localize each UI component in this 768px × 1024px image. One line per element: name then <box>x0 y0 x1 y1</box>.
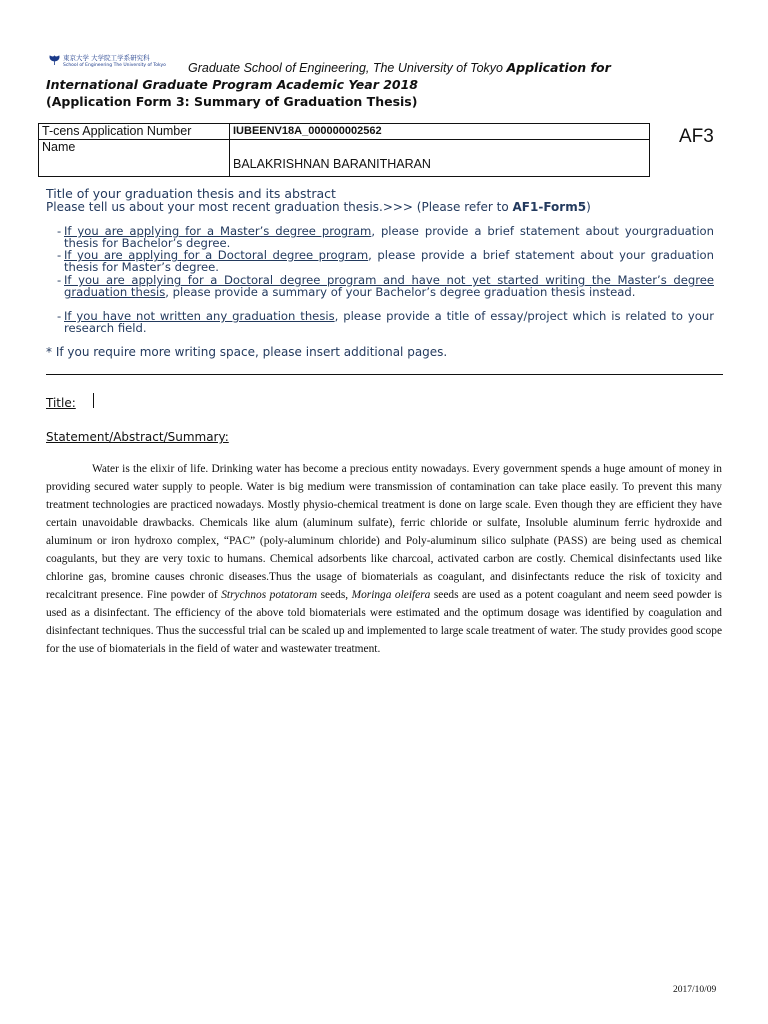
section-subtitle <box>46 200 591 214</box>
form-subtitle: (Application Form 3: Summary of Graduation Thesis) <box>46 94 418 109</box>
instruction-item-masters <box>57 224 714 251</box>
abstract-paragraph <box>46 460 722 658</box>
extra-pages-note: * If you require more writing space, please insert additional pages. <box>46 345 448 359</box>
instruction-text: , please provide a title of essay/project which is related to your research field. <box>64 309 714 336</box>
subtitle-text: Please tell us about your most recent graduation thesis.>>> (Please refer to <box>46 200 513 214</box>
logo-english-text: School of Engineering The University of Tokyo <box>63 63 166 68</box>
ginkgo-leaf-icon <box>49 55 60 66</box>
app-number-value: IUBEENV18A_000000002562 <box>230 124 650 140</box>
instruction-item-doctoral-no-masters <box>57 273 714 300</box>
app-number-label: T-cens Application Number <box>39 124 230 140</box>
school-name: Graduate School of Engineering, The University of Tokyo <box>188 61 507 75</box>
instruction-item-doctoral <box>57 248 714 275</box>
instruction-link: If you are applying for a Doctoral degree program <box>64 248 369 262</box>
abstract-part-2: seeds, <box>317 589 352 601</box>
bullet-dash: - <box>57 309 62 323</box>
instruction-text: , please provide a summary of your Bachelor’s degree graduation thesis instead. <box>165 285 636 300</box>
name-value: BALAKRISHNAN BARANITHARAN <box>233 157 431 171</box>
abstract-part-1: Water is the elixir of life. Drinking water has become a precious entity nowadays. Every government spends a huge amount of money in providing secured water supply to people. Water is big medium were transmission of contamination can take place easily. To prevent this many treatment technologies are practiced nowadays. Mostly physio-chemical treatment is done on large scale. Even though they are efficient they have certain unavoidable drawbacks. Chemicals like alum (aluminum sulfate), ferric chloride or sulfate, Insoluble aluminum ferric hydroxide and aluminum or iron hydroxo complex, “PAC” (poly-aluminum chloride) and Poly-aluminum silico sulphate (PASS) are being used as chemical coagulants, but they are very toxic to humans. Chemical adsorbents like charcoal, activated carbon are costly. Chemical disinfectants used like chlorine gas, bromine causes chronic diseases.Thus the usage of biomaterials as coagulant, and disinfectants reduce the risk of toxicity and recalcitrant presence. Fine powder of <box>46 463 722 601</box>
instruction-link: If you have not written any graduation thesis <box>64 309 335 323</box>
name-cell <box>230 140 650 177</box>
abstract-text <box>46 460 722 658</box>
bullet-dash: - <box>57 224 62 238</box>
instruction-link: If you are applying for a Master’s degree program <box>64 224 372 238</box>
university-logo <box>49 54 185 74</box>
header-line-1 <box>188 60 611 75</box>
species-moringa: Moringa oleifera <box>351 589 431 601</box>
instruction-text: , please provide a brief statement about yourgraduation thesis for Bachelor’s degree. <box>64 224 714 251</box>
bullet-dash: - <box>57 248 62 262</box>
af1-form5-reference: AF1-Form5 <box>512 200 587 214</box>
statement-label: Statement/Abstract/Summary: <box>46 430 229 444</box>
species-strychnos: Strychnos potatoram <box>221 589 318 601</box>
applicant-info-table <box>38 123 650 177</box>
form-code: AF3 <box>679 126 714 147</box>
table-row <box>39 140 650 177</box>
title-label: Title: <box>46 396 76 410</box>
instruction-text: , please provide a brief statement about your graduation thesis for Master’s degree. <box>64 248 714 275</box>
title-field[interactable] <box>93 393 94 408</box>
table-row <box>39 124 650 140</box>
instruction-item-no-thesis <box>57 309 714 336</box>
abstract-part-3: seeds are used as a potent coagulant and neem seed powder is used as a disinfectant. The efficiency of the above told biomaterials were estimated and the optimum dosage was identified by coagulation and disinfectant techniques. Thus the successful trial can be scaled up and implemented to large scale treatment of water. The study provides good scope for the use of biomaterials in the field of water and wastewater treatment. <box>46 589 722 655</box>
application-for-label: Application for <box>506 60 611 75</box>
logo-japanese-text: 東京大学 大学院工学系研究科 <box>63 54 150 62</box>
name-label: Name <box>39 140 230 177</box>
subtitle-close: ) <box>586 200 591 214</box>
program-title: International Graduate Program Academic Year 2018 <box>46 77 419 92</box>
instruction-link: If you are applying for a Doctoral degree program and have not yet started writing the Master’s degree graduation thesis <box>64 273 714 300</box>
bullet-dash: - <box>57 273 62 287</box>
footer-date: 2017/10/09 <box>673 985 717 995</box>
divider <box>46 374 723 375</box>
section-title: Title of your graduation thesis and its abstract <box>46 186 336 201</box>
